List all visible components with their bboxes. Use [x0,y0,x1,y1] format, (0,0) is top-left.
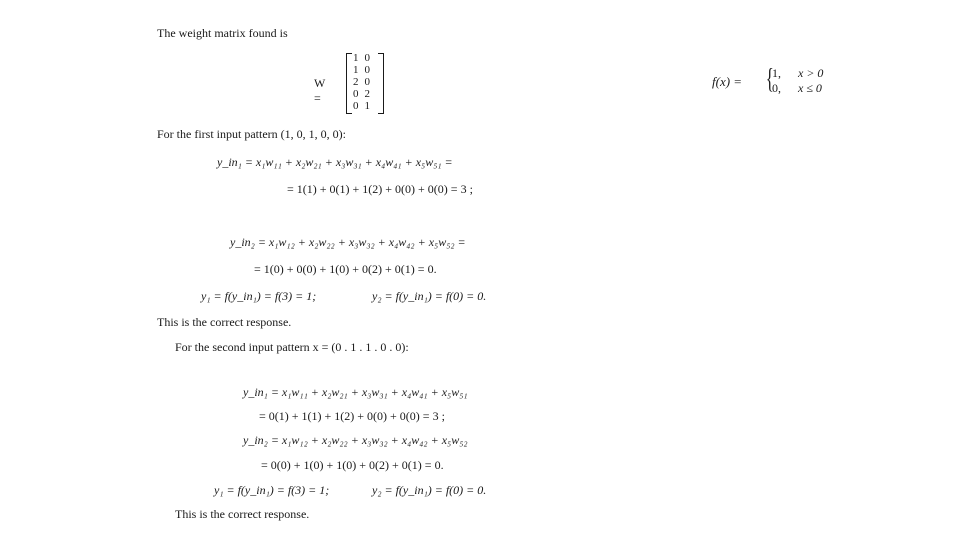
matrix-cell: 0 [353,100,359,112]
matrix-row [350,76,373,88]
pattern2-yin2-formula: y_in₂ = x₁w₁₂ + x₂w₂₂ + x₃w₃₂ + x₄w₄₂ + x₅w₅₂ [243,433,468,447]
activation-lhs: f(x) = [712,74,743,89]
matrix-cell: 1 [353,52,359,64]
pattern2-conclusion: This is the correct response. [175,507,310,521]
case2-condition: x ≤ 0 [798,81,822,95]
matrix-cell: 0 [364,76,370,88]
intro-text: The weight matrix found is [157,26,288,40]
matrix-row [350,88,373,100]
matrix-table [350,52,373,112]
matrix-cell: 0 [364,52,370,64]
matrix-cell: 2 [364,88,370,100]
pattern2-yin2-value: = 0(0) + 1(0) + 1(0) + 0(2) + 0(1) = 0. [261,458,444,472]
matrix-cell: 0 [364,64,370,76]
activation-function [712,64,852,98]
case2-value: 0, [772,81,781,95]
matrix-cell: 1 [353,64,359,76]
pattern1-yin1-value: = 1(1) + 0(1) + 1(2) + 0(0) + 0(0) = 3 ; [287,182,473,196]
right-bracket [378,53,384,114]
pattern1-yin1-formula: y_in₁ = x₁w₁₁ + x₂w₂₁ + x₃w₃₁ + x₄w₄₁ + x₅w₅₁ = [217,155,453,169]
pattern1-yin2-value: = 1(0) + 0(0) + 1(0) + 0(2) + 0(1) = 0. [254,262,437,276]
case1-condition: x > 0 [798,66,824,80]
pattern2-heading: For the second input pattern x = (0 . 1 . 1 . 0 . 0): [175,340,409,354]
matrix-cell: 2 [353,76,359,88]
matrix-row [350,52,373,64]
matrix-label: W = [314,76,326,105]
matrix-cell: 0 [353,88,359,100]
pattern1-y1: y₁ = f(y_in₁) = f(3) = 1; [201,289,317,303]
pattern1-y2: y₂ = f(y_in₁) = f(0) = 0. [372,289,487,303]
pattern1-yin2-formula: y_in₂ = x₁w₁₂ + x₂w₂₂ + x₃w₃₂ + x₄w₄₂ + x₅w₅₂ = [230,235,466,249]
pattern2-y1: y₁ = f(y_in₁) = f(3) = 1; [214,483,330,497]
pattern1-heading: For the first input pattern (1, 0, 1, 0, 0): [157,127,346,141]
case1-value: 1, [772,66,781,80]
matrix-cell: 1 [364,100,370,112]
pattern1-conclusion: This is the correct response. [157,315,292,329]
pattern2-yin1-value: = 0(1) + 1(1) + 1(2) + 0(0) + 0(0) = 3 ; [259,409,445,423]
matrix-row [350,100,373,112]
pattern2-y2: y₂ = f(y_in₁) = f(0) = 0. [372,483,487,497]
brace-glyph: { [765,64,774,95]
pattern2-yin1-formula: y_in₁ = x₁w₁₁ + x₂w₂₁ + x₃w₃₁ + x₄w₄₁ + x₅w₅₁ [243,385,468,399]
matrix-row [350,64,373,76]
